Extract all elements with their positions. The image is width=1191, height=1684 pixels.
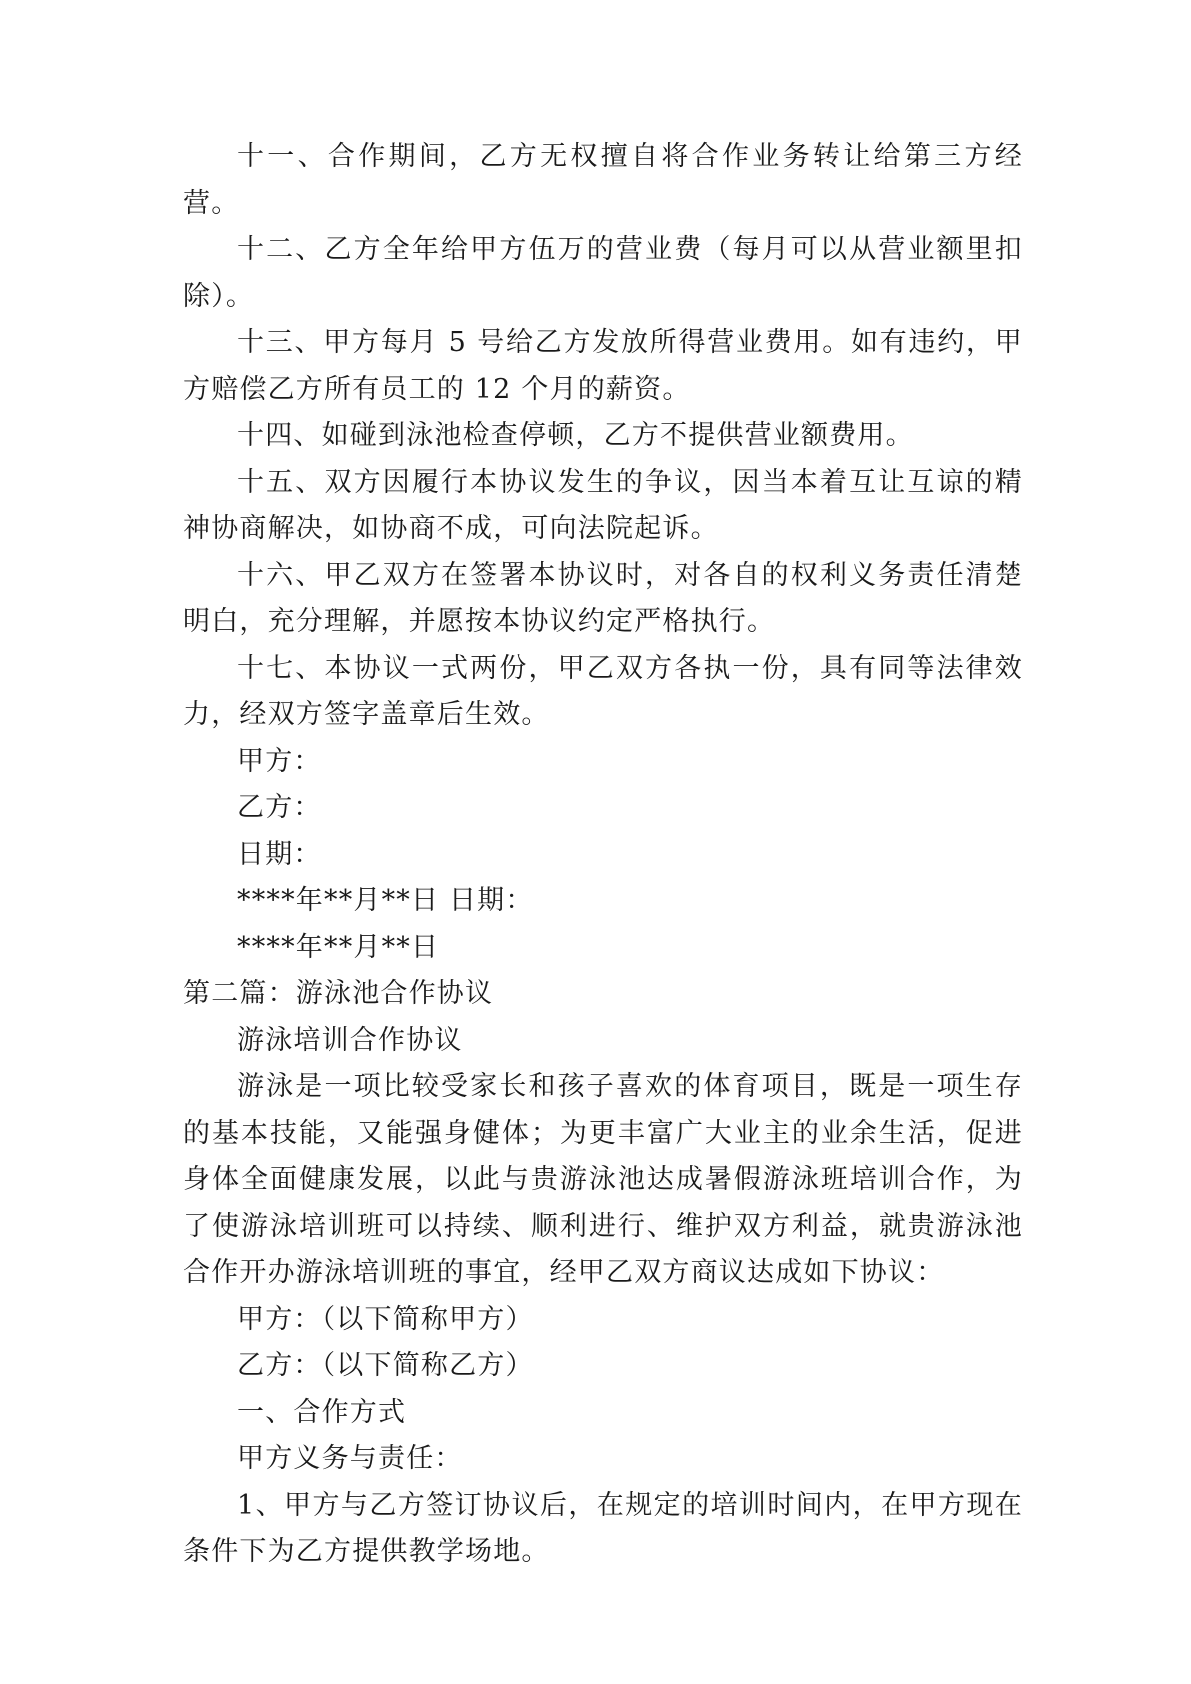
party-b-line: 乙方：（以下简称乙方） bbox=[237, 1350, 534, 1381]
party-a-duties-heading: 甲方义务与责任： bbox=[237, 1443, 463, 1474]
date-label: 日期： bbox=[237, 838, 322, 870]
party-a-line: 甲方：（以下简称甲方） bbox=[237, 1303, 534, 1335]
date-line-1: ****年**月**日 日期： bbox=[237, 885, 534, 916]
document-body bbox=[183, 134, 1023, 1576]
date-line-2: ****年**月**日 bbox=[237, 931, 440, 963]
section-heading: 第二篇：游泳池合作协议 bbox=[183, 978, 494, 1009]
cooperation-mode-heading: 一、合作方式 bbox=[237, 1396, 407, 1428]
party-a-signature-line: 甲方： bbox=[237, 745, 322, 777]
clause-12: 十二、乙方全年给甲方伍万的营业费（每月可以从营业额里扣除）。 bbox=[183, 234, 1023, 312]
clause-15: 十五、双方因履行本协议发生的争议，因当本着互让互谅的精神协商解决，如协商不成，可向法院起诉。 bbox=[183, 466, 1023, 544]
clause-13: 十三、甲方每月 5 号给乙方发放所得营业费用。如有违约，甲方赔偿乙方所有员工的 12 个月的薪资。 bbox=[183, 327, 1023, 405]
clause-11: 十一、合作期间，乙方无权擅自将合作业务转让给第三方经营。 bbox=[183, 141, 1023, 219]
intro-paragraph: 游泳是一项比较受家长和孩子喜欢的体育项目，既是一项生存的基本技能，又能强身健体；为更丰富广大业主的业余生活，促进身体全面健康发展，以此与贵游泳池达成暑假游泳班培训合作，为了使游泳培训班可以持续、顺利进行、维护双方利益，就贵游泳池合作开办游泳培训班的事宜，经甲乙双方商议达成如下协议： bbox=[183, 1071, 1023, 1288]
clause-17: 十七、本协议一式两份，甲乙双方各执一份，具有同等法律效力，经双方签字盖章后生效。 bbox=[183, 652, 1023, 730]
clause-16: 十六、甲乙双方在签署本协议时，对各自的权利义务责任清楚明白，充分理解，并愿按本协议约定严格执行。 bbox=[183, 559, 1023, 637]
clause-14: 十四、如碰到泳池检查停顿，乙方不提供营业额费用。 bbox=[237, 420, 914, 451]
duty-item-1: 1、甲方与乙方签订协议后，在规定的培训时间内，在甲方现在条件下为乙方提供教学场地。 bbox=[183, 1489, 1023, 1567]
party-b-signature-line: 乙方： bbox=[237, 792, 322, 823]
agreement-title: 游泳培训合作协议 bbox=[237, 1024, 463, 1056]
